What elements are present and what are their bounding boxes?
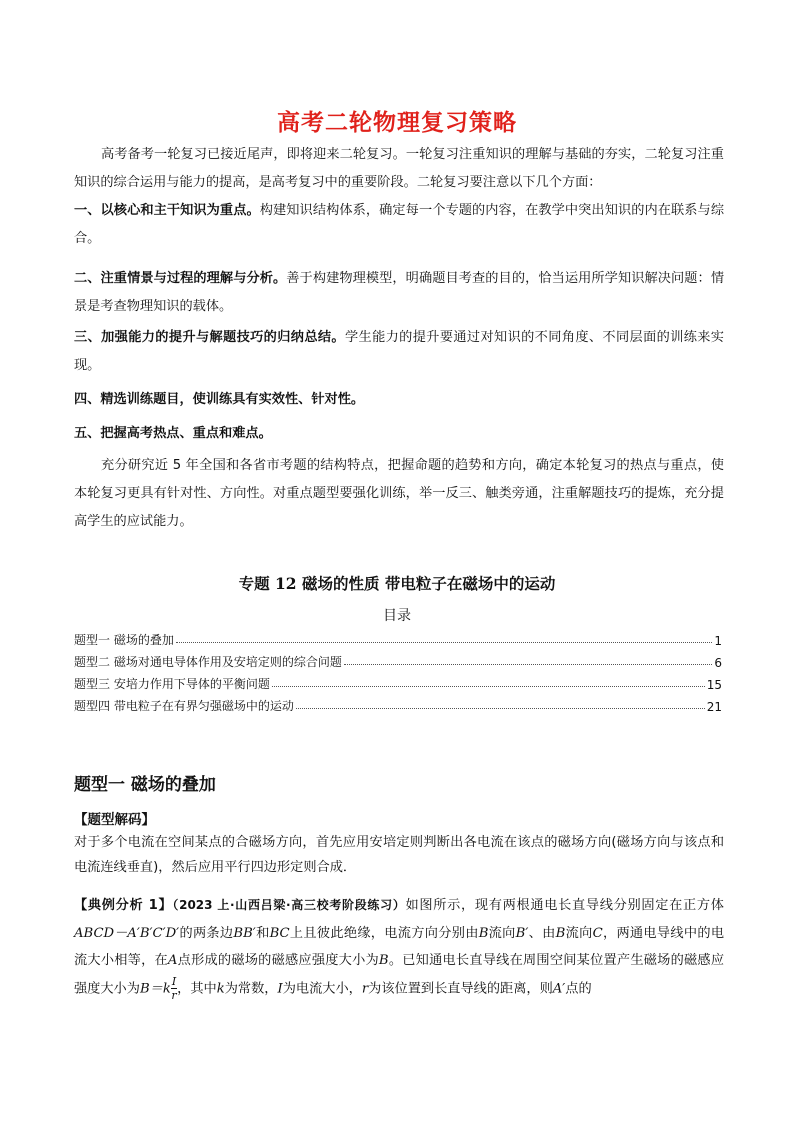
toc-entry-page: 15 <box>706 678 722 692</box>
toc-leader-dots <box>272 686 705 687</box>
math-symbol: B <box>378 953 389 968</box>
math-point: B <box>555 925 566 941</box>
decode-tag: 【题型解码】 <box>74 812 155 828</box>
formula-lhs: B＝k <box>139 981 171 996</box>
example-source: （2023 上·山西吕梁·高三校考阶段练习） <box>172 898 406 912</box>
intro-paragraph: 高考备考一轮复习已接近尾声，即将迎来二轮复习。一轮复习注重知识的理解与基础的夯实，二轮复习注重知识的综合运用与能力的提高，是高考复习中的重要阶段。二轮复习要注意以下几个方面： <box>74 147 724 190</box>
point-2-text: 善于构建物理模型，明确题目考查的目的，恰当运用所学知识解决问题：情景是考查物理知识的载体。 <box>74 271 725 314</box>
toc-entry-label: 题型一 磁场的叠加 <box>74 633 174 647</box>
toc-entry[interactable] <box>74 626 722 648</box>
toc-entry[interactable] <box>74 670 722 692</box>
toc-title: 目录 <box>383 608 411 624</box>
table-of-contents <box>74 626 722 714</box>
math-point: C <box>592 925 603 941</box>
point-3-text: 学生能力的提升要通过对知识的不同角度、不同层面的训练来实现。 <box>74 330 724 373</box>
example-text: 为该位置到长直导线的距离，则 <box>368 981 553 996</box>
point-5 <box>74 420 724 448</box>
math-point: B′ <box>515 925 529 941</box>
point-4-heading: 四、精选训练题目，使训练具有实效性、针对性。 <box>74 392 365 407</box>
example-text: 的两条边 <box>179 925 234 941</box>
point-1-heading: 一、以核心和主干知识为重点。 <box>74 203 260 218</box>
toc-entry[interactable] <box>74 648 722 670</box>
toc-entry-label: 题型四 带电粒子在有界匀强磁场中的运动 <box>74 699 294 713</box>
toc-leader-dots <box>296 708 705 709</box>
decode-paragraph: 对于多个电流在空间某点的合磁场方向，首先应用安培定则判断出各电流在该点的磁场方向(磁场方向与该点和电流连线垂直)，然后应用平行四边形定则合成． <box>74 835 724 875</box>
fraction-numerator: I <box>171 974 177 988</box>
point-1-text: 构建知识结构体系，确定每一个专题的内容，在教学中突出知识的内在联系与综合。 <box>74 203 725 246</box>
fraction-denominator: r <box>171 988 177 1002</box>
math-symbol: r <box>361 981 369 996</box>
example-text: 为常数， <box>224 981 278 996</box>
example-text: ，两通电导线中的电流大小相等，在 <box>74 925 725 968</box>
document-title: 高考二轮物理复习策略 <box>277 110 517 136</box>
example-text: 。已知通电长直导线在周围空间某位置产生磁场的磁感应强度大小为 <box>74 953 725 996</box>
toc-entry[interactable] <box>74 692 722 714</box>
toc-entry-page: 1 <box>714 634 722 648</box>
point-3 <box>74 324 724 380</box>
type1-heading: 题型一 磁场的叠加 <box>74 775 216 795</box>
example-text: ，其中 <box>177 981 217 996</box>
example-text: 为电流大小， <box>282 981 362 996</box>
toc-entry-page: 6 <box>714 656 722 670</box>
math-point: A <box>167 953 178 968</box>
conclusion-paragraph: 充分研究近 5 年全国和各省市考题的结构特点，把握命题的趋势和方向，确定本轮复习的热点与重点，使本轮复习更具有针对性、方向性。对重点题型要强化训练，举一反三、触类旁通，注重解题技巧的提炼，充分提高学生的应试能力。 <box>74 458 724 529</box>
toc-entry-page: 21 <box>706 700 722 714</box>
example-paragraph <box>74 892 724 1003</box>
example-text: 如图所示，现有两根通电长直导线分别固定在正方体 <box>405 898 724 913</box>
point-2-heading: 二、注重情景与过程的理解与分析。 <box>74 271 287 286</box>
example-tag: 【典例分析 1】 <box>74 898 173 913</box>
example-text: 点形成的磁场的磁感应强度大小为 <box>177 953 379 968</box>
math-point: B <box>478 925 489 941</box>
point-1 <box>74 197 724 253</box>
math-symbol: I <box>277 981 283 996</box>
math-symbol: k <box>216 981 225 996</box>
example-text: 流向 <box>488 925 516 941</box>
toc-entry-label: 题型三 安培力作用下导体的平衡问题 <box>74 677 270 691</box>
example-text: 点的 <box>565 981 592 996</box>
section-title: 专题 12 磁场的性质 带电粒子在磁场中的运动 <box>238 574 556 593</box>
math-cube: ABCD－A′B′C′D′ <box>74 925 180 941</box>
example-text: 、由 <box>528 925 556 941</box>
math-point: A′ <box>552 981 566 996</box>
point-2 <box>74 265 724 321</box>
math-edge: BC <box>269 925 290 941</box>
point-5-heading: 五、把握高考热点、重点和难点。 <box>74 426 272 441</box>
math-edge: BB′ <box>233 925 256 941</box>
point-3-heading: 三、加强能力的提升与解题技巧的归纳总结。 <box>74 330 345 345</box>
example-text: 流向 <box>565 925 593 941</box>
point-4 <box>74 386 724 414</box>
example-text: 和 <box>255 925 270 941</box>
example-text: 上且彼此绝缘，电流方向分别由 <box>289 925 479 941</box>
toc-entry-label: 题型二 磁场对通电导体作用及安培定则的综合问题 <box>74 655 342 669</box>
toc-leader-dots <box>176 642 713 643</box>
toc-leader-dots <box>344 664 713 665</box>
